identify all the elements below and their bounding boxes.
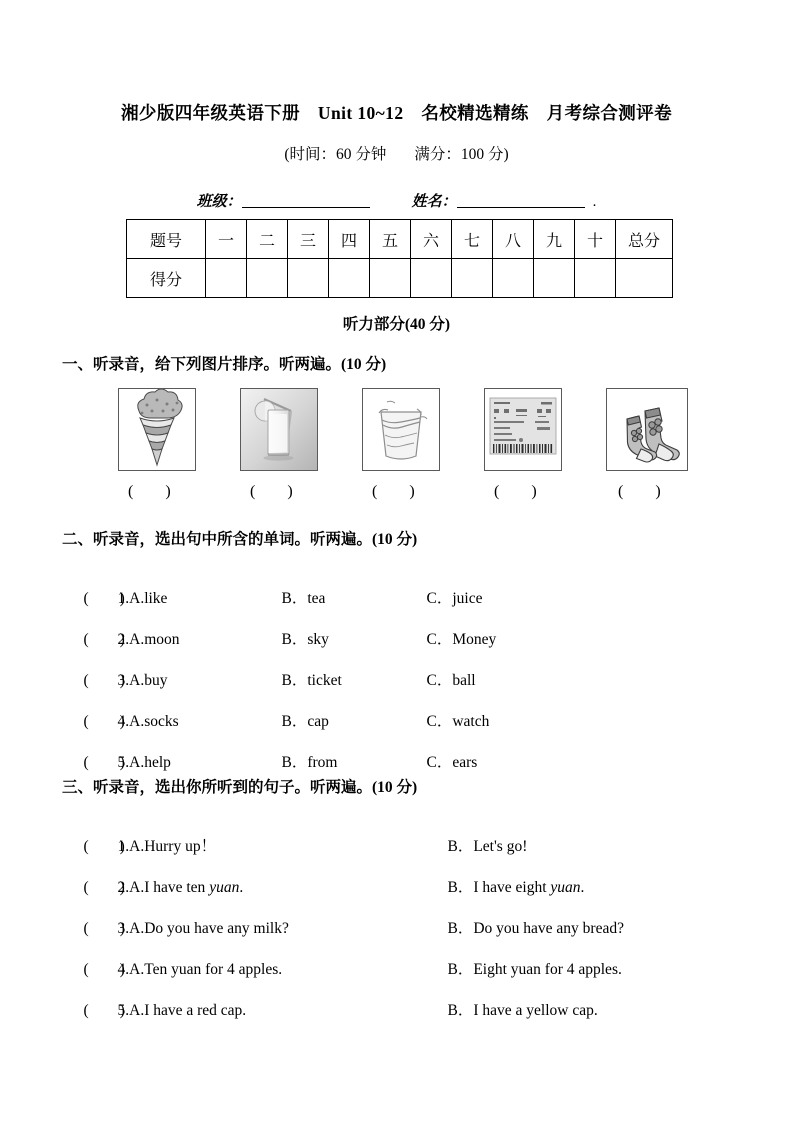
option-a-italic: yuan (209, 879, 240, 896)
option-a[interactable]: 4.A.Ten yuan for 4 apples. (117, 961, 283, 978)
section-one-heading: 一、听录音，给下列图片排序。听两遍。(10 分) (62, 356, 387, 373)
picture-lemonade-glass (240, 388, 318, 471)
option-c[interactable]: C．Money (426, 631, 497, 648)
option-b-suffix: . (580, 879, 585, 896)
option-b[interactable]: B．sky (281, 631, 329, 648)
option-a[interactable]: 3.A.buy (117, 672, 168, 689)
option-a[interactable]: 3.A.Do you have any milk? (117, 920, 289, 937)
option-b-italic: yuan (550, 879, 581, 896)
picture-answer-3[interactable]: ( ) (372, 483, 415, 500)
column-header-5: 五 (370, 220, 411, 259)
option-a[interactable]: 1.A.Hurry up！ (117, 838, 217, 855)
option-a[interactable]: 4.A.socks (117, 713, 179, 730)
student-info-line (0, 190, 793, 211)
option-a[interactable]: 1.A.like (117, 590, 168, 607)
section-three-item-5[interactable] (68, 980, 598, 1038)
option-b[interactable]: B．tea (281, 590, 326, 607)
option-b[interactable]: B．cap (281, 713, 329, 730)
column-header-6: 六 (411, 220, 452, 259)
score-cell-9[interactable] (534, 259, 575, 298)
class-label: 班级： (196, 194, 242, 210)
score-cell-8[interactable] (493, 259, 534, 298)
picture-train-ticket (484, 388, 562, 471)
listening-part-heading: 听力部分(40 分) (342, 316, 451, 333)
socks-icon (607, 389, 687, 470)
picture-answer-2[interactable]: ( ) (250, 483, 293, 500)
name-label: 姓名： (411, 194, 457, 210)
score-cell-2[interactable] (247, 259, 288, 298)
score-cell-6[interactable] (411, 259, 452, 298)
table-row-question-numbers (127, 220, 673, 259)
exam-meta-line (0, 142, 793, 164)
name-field[interactable] (412, 190, 585, 211)
column-header-8: 八 (493, 220, 534, 259)
option-b[interactable]: B．from (281, 754, 338, 771)
trailing-dot: . (592, 194, 597, 210)
column-header-2: 二 (247, 220, 288, 259)
answer-paren[interactable]: ( ) (83, 879, 125, 896)
picture-answer-row (118, 478, 684, 504)
answer-paren[interactable]: ( ) (83, 672, 125, 689)
score-cell-10[interactable] (575, 259, 616, 298)
class-field[interactable] (197, 190, 370, 211)
answer-paren[interactable]: ( ) (83, 754, 125, 771)
score-table (126, 219, 673, 298)
score-cell-3[interactable] (288, 259, 329, 298)
water-glass-icon (363, 389, 439, 470)
row-label-question-number: 题号 (127, 220, 206, 259)
picture-answer-4[interactable]: ( ) (494, 483, 537, 500)
answer-paren[interactable]: ( ) (83, 713, 125, 730)
page-title: 湘少版四年级英语下册 Unit 10~12 名校精选精练 月考综合测评卷 (121, 103, 672, 123)
class-blank[interactable] (242, 193, 370, 208)
option-c[interactable]: C．ball (426, 672, 476, 689)
option-c[interactable]: C．ears (426, 754, 478, 771)
score-cell-total[interactable] (616, 259, 673, 298)
answer-paren[interactable]: ( ) (83, 590, 125, 607)
option-a-suffix: . (239, 879, 244, 896)
column-header-7: 七 (452, 220, 493, 259)
score-cell-4[interactable] (329, 259, 370, 298)
option-a[interactable]: 5.A.I have a red cap. (117, 1002, 247, 1019)
column-header-1: 一 (206, 220, 247, 259)
column-header-3: 三 (288, 220, 329, 259)
answer-paren[interactable]: ( ) (83, 838, 125, 855)
train-ticket-icon (485, 389, 561, 470)
table-row-scores (127, 259, 673, 298)
lemonade-glass-icon (241, 389, 317, 470)
option-a[interactable]: 5.A.help (117, 754, 171, 771)
exam-duration: (时间：60 分钟 (284, 146, 387, 163)
section-three-heading: 三、听录音，选出你所听到的句子。听两遍。(10 分) (62, 779, 418, 796)
option-b[interactable]: B．Let's go! (447, 838, 528, 855)
picture-water-glass (362, 388, 440, 471)
option-a[interactable]: 2.A.moon (117, 631, 180, 648)
score-cell-1[interactable] (206, 259, 247, 298)
option-a-text: 2.A.I have ten (117, 879, 210, 896)
option-b[interactable]: B．I have a yellow cap. (447, 1002, 598, 1019)
name-blank[interactable] (457, 193, 585, 208)
row-label-score: 得分 (127, 259, 206, 298)
answer-paren[interactable]: ( ) (83, 920, 125, 937)
option-c[interactable]: C．juice (426, 590, 483, 607)
answer-paren[interactable]: ( ) (83, 1002, 125, 1019)
option-b-text: B．I have eight (447, 879, 551, 896)
option-b[interactable]: B．ticket (281, 672, 342, 689)
answer-paren[interactable]: ( ) (83, 961, 125, 978)
picture-ice-cream-cone (118, 388, 196, 471)
picture-row (118, 388, 684, 473)
ice-cream-cone-icon (119, 389, 195, 470)
column-header-10: 十 (575, 220, 616, 259)
picture-answer-5[interactable]: ( ) (618, 483, 661, 500)
option-a[interactable] (118, 879, 448, 897)
option-b[interactable]: B．Do you have any bread? (447, 920, 624, 937)
column-header-4: 四 (329, 220, 370, 259)
score-cell-7[interactable] (452, 259, 493, 298)
picture-answer-1[interactable]: ( ) (128, 483, 171, 500)
picture-pair-of-socks (606, 388, 688, 471)
exam-total-score: 满分：100 分) (414, 146, 509, 163)
option-c[interactable]: C．watch (426, 713, 490, 730)
column-header-9: 九 (534, 220, 575, 259)
score-cell-5[interactable] (370, 259, 411, 298)
option-b[interactable] (448, 875, 585, 897)
answer-paren[interactable]: ( ) (83, 631, 125, 648)
column-header-total: 总分 (616, 220, 673, 259)
option-b[interactable]: B．Eight yuan for 4 apples. (447, 961, 622, 978)
section-two-heading: 二、听录音，选出句中所含的单词。听两遍。(10 分) (62, 531, 418, 548)
